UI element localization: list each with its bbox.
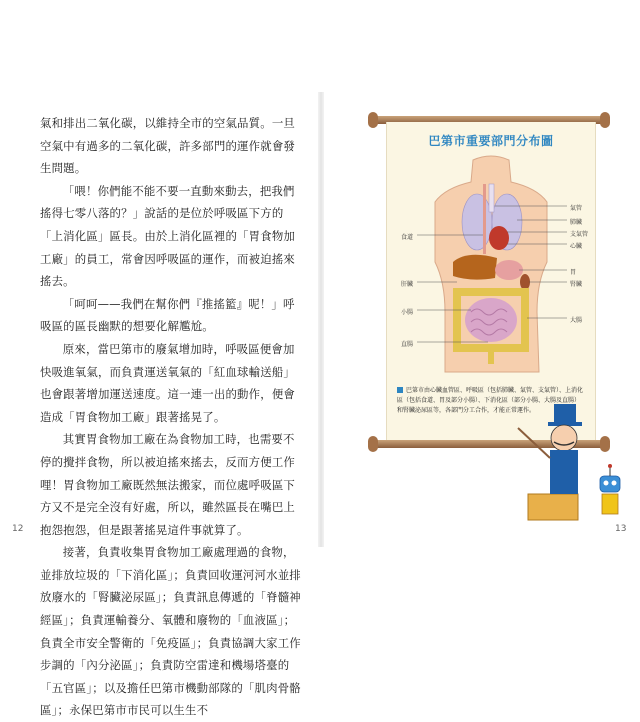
pedestal <box>528 494 578 520</box>
paragraph: 「呵呵——我們在幫你們『推搖籃』呢！」呼吸區的區長幽默的想要化解尷尬。 <box>40 296 295 334</box>
robot-antenna-tip <box>608 464 612 468</box>
page-number-right: 13 <box>615 524 627 534</box>
caption-bullet-icon <box>397 387 403 393</box>
paragraph: 原來，當巴第市的廢氣增加時，呼吸區便會加快吸進氧氣，而負責運送氧氣的「紅血球輸送船」也會跟著增加運送速度。這一連一出的動作，便會造成「胃食物加工廠」跟著搖晃了。 <box>40 341 295 424</box>
left-lung <box>462 194 492 250</box>
paragraph: 其實胃食物加工廠在為食物加工時，也需要不停的攪拌食物，所以被迫搖來搖去，反而方便工作哩！胃食物加工廠既然無法搬家，而位處呼吸區下方又不是完全沒有好處，所以，雖然區長在嘴巴上抱怨抱怨，但是跟著搖晃這件事就算了。 <box>40 432 295 537</box>
label-trachea: 氣管 <box>570 205 583 212</box>
label-small-intestine: 小腸 <box>401 309 414 316</box>
label-bronchi: 支氣管 <box>570 231 589 238</box>
robot-head <box>600 476 620 492</box>
label-stomach: 胃 <box>570 269 577 276</box>
robot-eye <box>604 481 609 486</box>
label-esophagus: 食道 <box>401 234 414 241</box>
label-heart: 心臟 <box>570 243 583 250</box>
scroll-rod-end <box>368 436 378 452</box>
top-hat-icon <box>554 404 576 424</box>
rectum <box>488 348 494 364</box>
man-body <box>550 450 578 494</box>
kidney <box>520 274 530 290</box>
organ-poster <box>386 122 596 442</box>
esophagus <box>483 184 486 254</box>
label-rectum: 直腸 <box>401 341 414 348</box>
cartoon-characters <box>514 398 634 528</box>
scroll-rod-end <box>368 112 378 128</box>
paragraph: 接著，負責收集胃食物加工廠處理過的食物，並排放垃圾的「下消化區」；負責回收運河河水並排放廢水的「腎臟泌尿區」；負責訊息傳遞的「脊髓神經區」；負責運輸養分、氧體和廢物的「血液區」；負責全市安全警衛的「免疫區」；負責協調大家工作步調的「內分泌區」；負責防空雷達和機場塔臺的「五官區」；以及擔任巴第市機動部隊的「肌肉骨骼區」；永保巴第市市民可以生生不 <box>40 545 301 718</box>
trachea <box>489 184 494 212</box>
poster-title: 巴第市重要部門分布圖 <box>428 134 554 148</box>
heart <box>489 226 509 250</box>
paragraph: 氣和排出二氧化碳，以維持全市的空氣品質。一旦空氣中有過多的二氧化碳，許多部門的運作就會發生問題。 <box>40 116 295 176</box>
label-lungs: 肺臟 <box>570 219 583 226</box>
book-gutter <box>318 92 324 547</box>
robot-eye <box>612 481 617 486</box>
liver <box>453 255 497 280</box>
stomach <box>495 260 523 280</box>
label-kidney: 腎臟 <box>570 281 583 288</box>
torso-illustration <box>387 122 595 382</box>
label-liver: 肝臟 <box>401 281 414 288</box>
man-face <box>551 425 577 451</box>
label-large-intestine: 大腸 <box>570 317 583 324</box>
robot-body <box>602 494 618 514</box>
pointer-stick <box>518 428 550 458</box>
scroll-rod-end <box>600 112 610 128</box>
page-number-left: 12 <box>12 524 24 534</box>
left-page-body <box>40 112 302 722</box>
caption-text: 巴第市由心臟血管區、呼吸區（包括肺臟、氣管、支氣管）、上消化區（包括食道、胃及部分小腸）、下消化區（部分小腸、大腸及直腸）和腎臟泌尿區等，各部門分工合作，才能正常運作。 <box>397 387 584 414</box>
paragraph: 「喂！你們能不能不要一直動來動去，把我們搖得七零八落的？」說話的是位於呼吸區下方的「上消化區」區長。由於上消化區裡的「胃食物加工廠」的員工，常會因呼吸區的運作，而被迫搖來搖去。 <box>40 183 295 289</box>
